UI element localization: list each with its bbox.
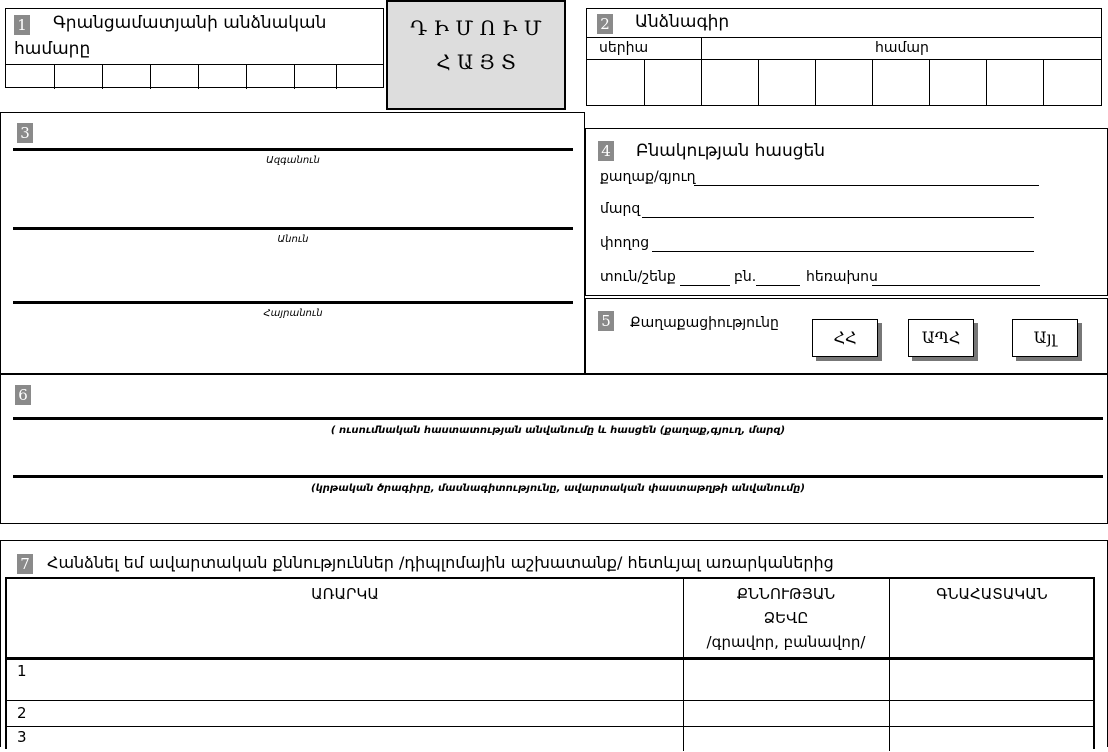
section-4-number: 4 bbox=[598, 141, 614, 161]
number-label: համար bbox=[875, 40, 929, 56]
section-6-box bbox=[0, 374, 1108, 524]
surname-caption: Ազգանուն bbox=[266, 155, 320, 166]
subject-header: ԱՌԱՐԿԱ bbox=[311, 585, 379, 603]
surname-line[interactable] bbox=[13, 148, 573, 151]
program-caption: (կրթական ծրագիրը, մասնագիտությունը, ավարտական փաստաթղթի անվանումը) bbox=[311, 483, 805, 494]
section-1-title: Գրանցամատյանի անձնական bbox=[53, 13, 327, 33]
section-2-box bbox=[586, 8, 1102, 106]
street-field[interactable] bbox=[652, 251, 1034, 252]
region-field[interactable] bbox=[642, 217, 1034, 218]
patronymic-caption: Հայրանուն bbox=[263, 308, 323, 319]
passport-cells[interactable] bbox=[587, 59, 1101, 106]
exam-form-header-2: ՁԵՎԸ bbox=[763, 609, 809, 627]
section-1-title-2: համարը bbox=[14, 39, 91, 59]
grade-header: ԳՆԱՀԱՏԱԿԱՆ bbox=[936, 585, 1048, 603]
registry-number-cells[interactable] bbox=[6, 64, 383, 89]
address-title: Բնակության հասցեն bbox=[636, 141, 826, 161]
city-field[interactable] bbox=[694, 185, 1039, 186]
section-7-box bbox=[0, 540, 1108, 747]
series-label: սերիա bbox=[599, 40, 649, 56]
section-2-number: 2 bbox=[597, 14, 613, 34]
section-1-box bbox=[5, 8, 384, 88]
house-label: տուն/շենք bbox=[600, 269, 676, 285]
institution-line[interactable] bbox=[13, 417, 1103, 420]
phone-label: հեռախոս bbox=[806, 269, 878, 285]
phone-field[interactable] bbox=[872, 285, 1040, 286]
institution-caption: ( ուսումնական հաստատության անվանումը և հասցեն (քաղաք,գյուղ, մարզ) bbox=[330, 425, 786, 436]
city-label: քաղաք/գյուղ bbox=[600, 169, 696, 185]
section-5-number: 5 bbox=[598, 311, 614, 331]
exams-table bbox=[5, 577, 1095, 749]
section-4-box bbox=[585, 128, 1108, 296]
apt-field[interactable] bbox=[756, 285, 800, 286]
street-label: փողոց bbox=[600, 235, 650, 251]
section-1-number: 1 bbox=[14, 15, 30, 35]
passport-title: Անձնագիր bbox=[635, 12, 730, 32]
citizenship-option-other[interactable]: Այլ bbox=[1012, 319, 1078, 357]
citizenship-option-hh[interactable]: ՀՀ bbox=[812, 319, 878, 357]
table-row[interactable]: 1 bbox=[7, 660, 1093, 701]
program-line[interactable] bbox=[13, 475, 1103, 478]
patronymic-line[interactable] bbox=[13, 301, 573, 304]
photo-box bbox=[386, 0, 566, 110]
photo-label-1: Դ Ի Մ Ո Ի Մ bbox=[410, 16, 542, 40]
section-5-box bbox=[585, 298, 1108, 374]
section-6-number: 6 bbox=[15, 385, 31, 405]
exam-form-header-3: /գրավոր, բանավոր/ bbox=[706, 633, 866, 651]
citizenship-option-apc[interactable]: ԱՊՀ bbox=[908, 319, 974, 357]
section-3-number: 3 bbox=[17, 123, 33, 143]
section-7-number: 7 bbox=[17, 554, 33, 574]
citizenship-label: Քաղաքացիությունը bbox=[630, 315, 779, 331]
apt-label: բն. bbox=[734, 269, 757, 285]
name-line[interactable] bbox=[13, 227, 573, 230]
region-label: մարզ bbox=[600, 201, 641, 217]
name-caption: Անուն bbox=[277, 234, 309, 245]
exam-form-header-1: ՔՆՆՈՒԹՅԱՆ bbox=[736, 585, 836, 603]
section-3-box bbox=[0, 112, 585, 374]
table-row[interactable]: 2 bbox=[7, 702, 1093, 727]
photo-label-2: Հ Ա Յ Տ bbox=[436, 50, 516, 74]
house-field[interactable] bbox=[680, 285, 730, 286]
exams-title: Հանձնել եմ ավարտական քննություններ /դիպլոմային աշխատանք/ հետևյալ առարկաներից bbox=[47, 553, 834, 572]
table-row[interactable]: 3 bbox=[17, 728, 27, 746]
